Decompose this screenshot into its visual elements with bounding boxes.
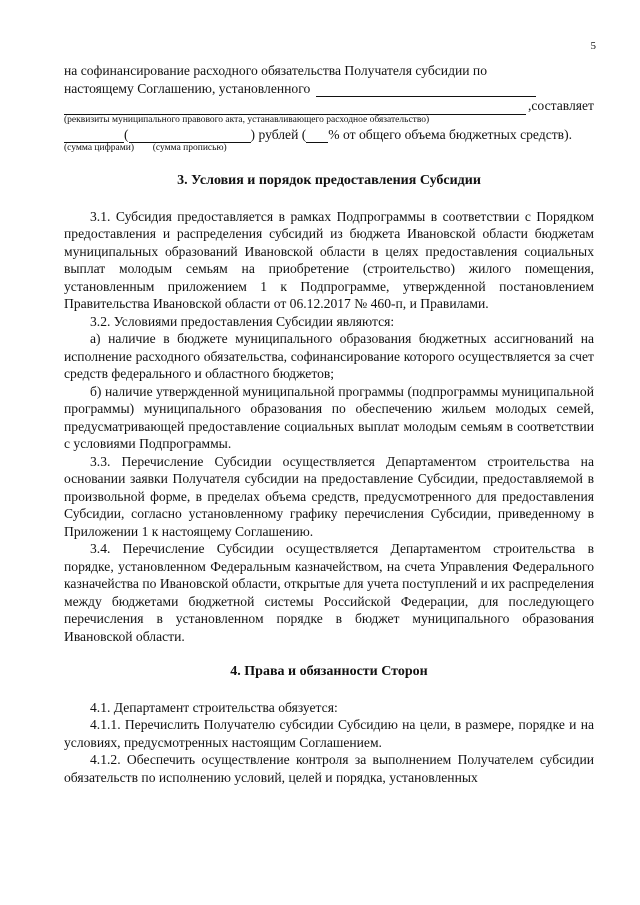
intro-line-1: на софинансирование расходного обязательства Получателя субсидии по bbox=[64, 63, 488, 78]
requisites-blank-long bbox=[64, 102, 526, 115]
paragraph-4-1-2: 4.1.2. Обеспечить осуществление контроля за выполнением Получателем субсидии обязательств по исполнению условий, целей и порядка, установленных bbox=[64, 752, 594, 785]
sum-notes bbox=[64, 143, 594, 154]
sum-words-blank bbox=[129, 130, 251, 143]
paragraph-4-1: 4.1. Департамент строительства обязуется: bbox=[90, 699, 338, 715]
rub-text: ) рублей ( bbox=[250, 126, 307, 142]
open-paren: ( bbox=[124, 126, 129, 142]
page-number: 5 bbox=[590, 40, 596, 52]
intro-line-2 bbox=[64, 80, 594, 98]
note-requisites: (реквизиты муниципального правового акта, устанавливающего расходное обязательство) bbox=[64, 114, 430, 125]
intro-line-4 bbox=[64, 126, 594, 144]
note-words: (сумма прописью) bbox=[152, 143, 227, 153]
paragraph-3-3: 3.3. Перечисление Субсидии осуществляется Департаментом строительства на основании заявки Получателя субсидии на предоставление Субсидии, предоставляемой в произвольной форме, в пределах объема средств, предусмотренного для предоставления Субсидии, согласно установленному графику перечисления Субсидии, приведенному в Приложении 1 к настоящему Соглашению. bbox=[64, 453, 594, 539]
paragraph-3-1: 3.1. Субсидия предоставляется в рамках Подпрограммы в соответствии с Порядком предоставления и распределения субсидий из бюджета Ивановской области бюджетам муниципальных образований Ивановской области в целях предоставления социальных выплат молодым семьям на приобретение (строительство) жилого помещения, установленным приложением 1 к Подпрограмме, утвержденной постановлением Правительства Ивановской области от 06.12.2017 № 460-п, и Правилами. bbox=[64, 208, 594, 311]
intro-line-3-suffix: ,составляет bbox=[528, 98, 594, 113]
section-3-title: 3. Условия и порядок предоставления Субсидии bbox=[177, 173, 481, 188]
paragraph-3-2-a: а) наличие в бюджете муниципального образования бюджетных ассигнований на исполнение расходного обязательства, софинансирование которого осуществляется за счет средств федерального и областного бюджетов; bbox=[64, 331, 594, 381]
note-digits: (сумма цифрами) bbox=[64, 143, 134, 153]
document-body bbox=[64, 62, 594, 786]
paragraph-3-2: 3.2. Условиями предоставления Субсидии являются: bbox=[90, 313, 395, 329]
percent-text: % от общего объема бюджетных средств). bbox=[328, 126, 573, 142]
paragraph-3-2-b: б) наличие утвержденной муниципальной программы (подпрограммы муниципальной программы) муниципального образования по обеспечению жильем молодых семей, предусматривающей предоставление социальных выплат молодым семьям в соответствии с условиями Подпрограммы. bbox=[64, 383, 594, 451]
percent-blank bbox=[306, 130, 328, 143]
paragraph-4-1-1: 4.1.1. Перечислить Получателю субсидии Субсидию на цели, в размере, порядке и на условиях, предусмотренных настоящим Соглашением. bbox=[64, 717, 594, 750]
intro-line-2-text: настоящему Соглашению, установленного bbox=[64, 80, 311, 96]
requisites-blank bbox=[316, 84, 536, 97]
intro-line-3 bbox=[64, 97, 594, 115]
section-4-title: 4. Права и обязанности Сторон bbox=[230, 664, 428, 679]
paragraph-3-4: 3.4. Перечисление Субсидии осуществляется Департаментом строительства в порядке, установленном Федеральным казначейством, на счета Управления Федерального казначейства по Ивановской области, открытые для учета поступлений и их распределения между бюджетами бюджетной системы Российской Федерации, для последующего перечисления в установленном порядке в бюджет муниципального образования Ивановской области. bbox=[64, 541, 594, 644]
sum-digits-blank bbox=[64, 130, 124, 143]
